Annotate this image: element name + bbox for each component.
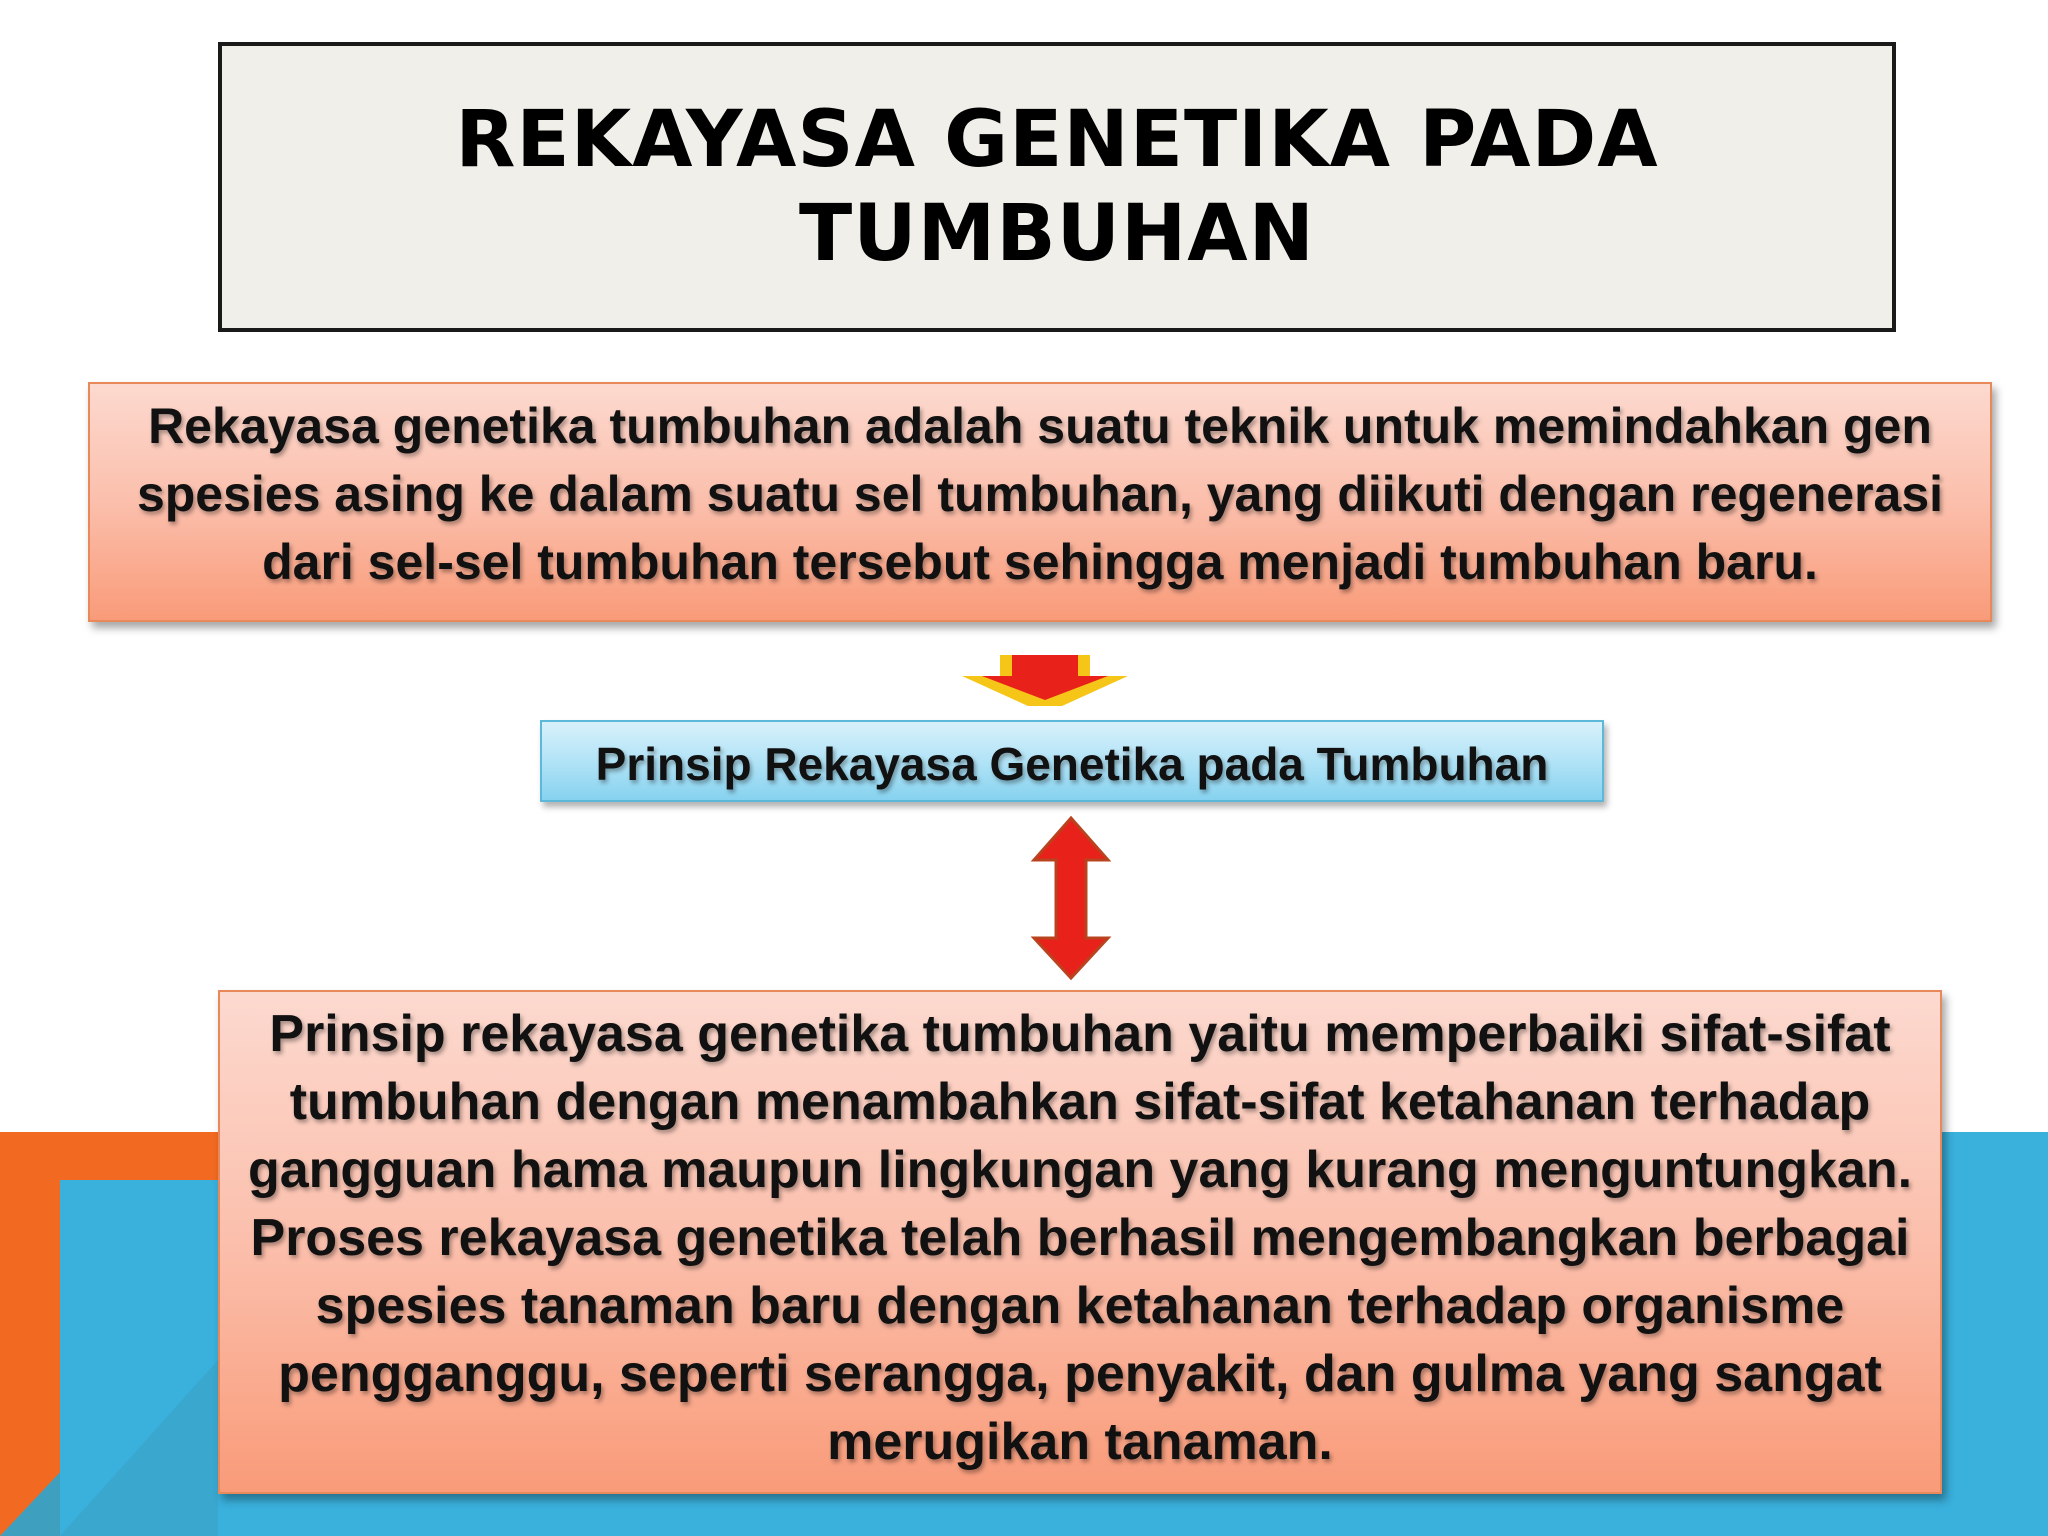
definition-text: Rekayasa genetika tumbuhan adalah suatu teknik untuk memindahkan gen spesies asing ke dalam suatu sel tumbuhan, yang diikuti dengan regenerasi dari sel-sel tumbuhan tersebut sehingga menjadi tumbuhan baru. [136, 398, 1944, 590]
blue-band-right [1942, 1132, 2048, 1536]
blue-band-bottom [218, 1494, 2048, 1536]
page-title: REKAYASA GENETIKA PADA TUMBUHAN [455, 95, 1659, 279]
principle-title-text: Prinsip Rekayasa Genetika pada Tumbuhan [595, 738, 1549, 790]
principle-detail-text: Prinsip rekayasa genetika tumbuhan yaitu memperbaiki sifat-sifat tumbuhan dengan menambahkan sifat-sifat ketahanan terhadap gangguan hama maupun lingkungan yang kurang menguntungkan. Proses rekayasa genetika telah berhasil mengembangkan berbagai spesies tanaman baru dengan ketahanan terhadap organisme pengganggu, seperti serangga, penyakit, dan gulma yang sangat merugikan tanaman. [247, 1005, 1913, 1471]
title-box [218, 42, 1896, 332]
